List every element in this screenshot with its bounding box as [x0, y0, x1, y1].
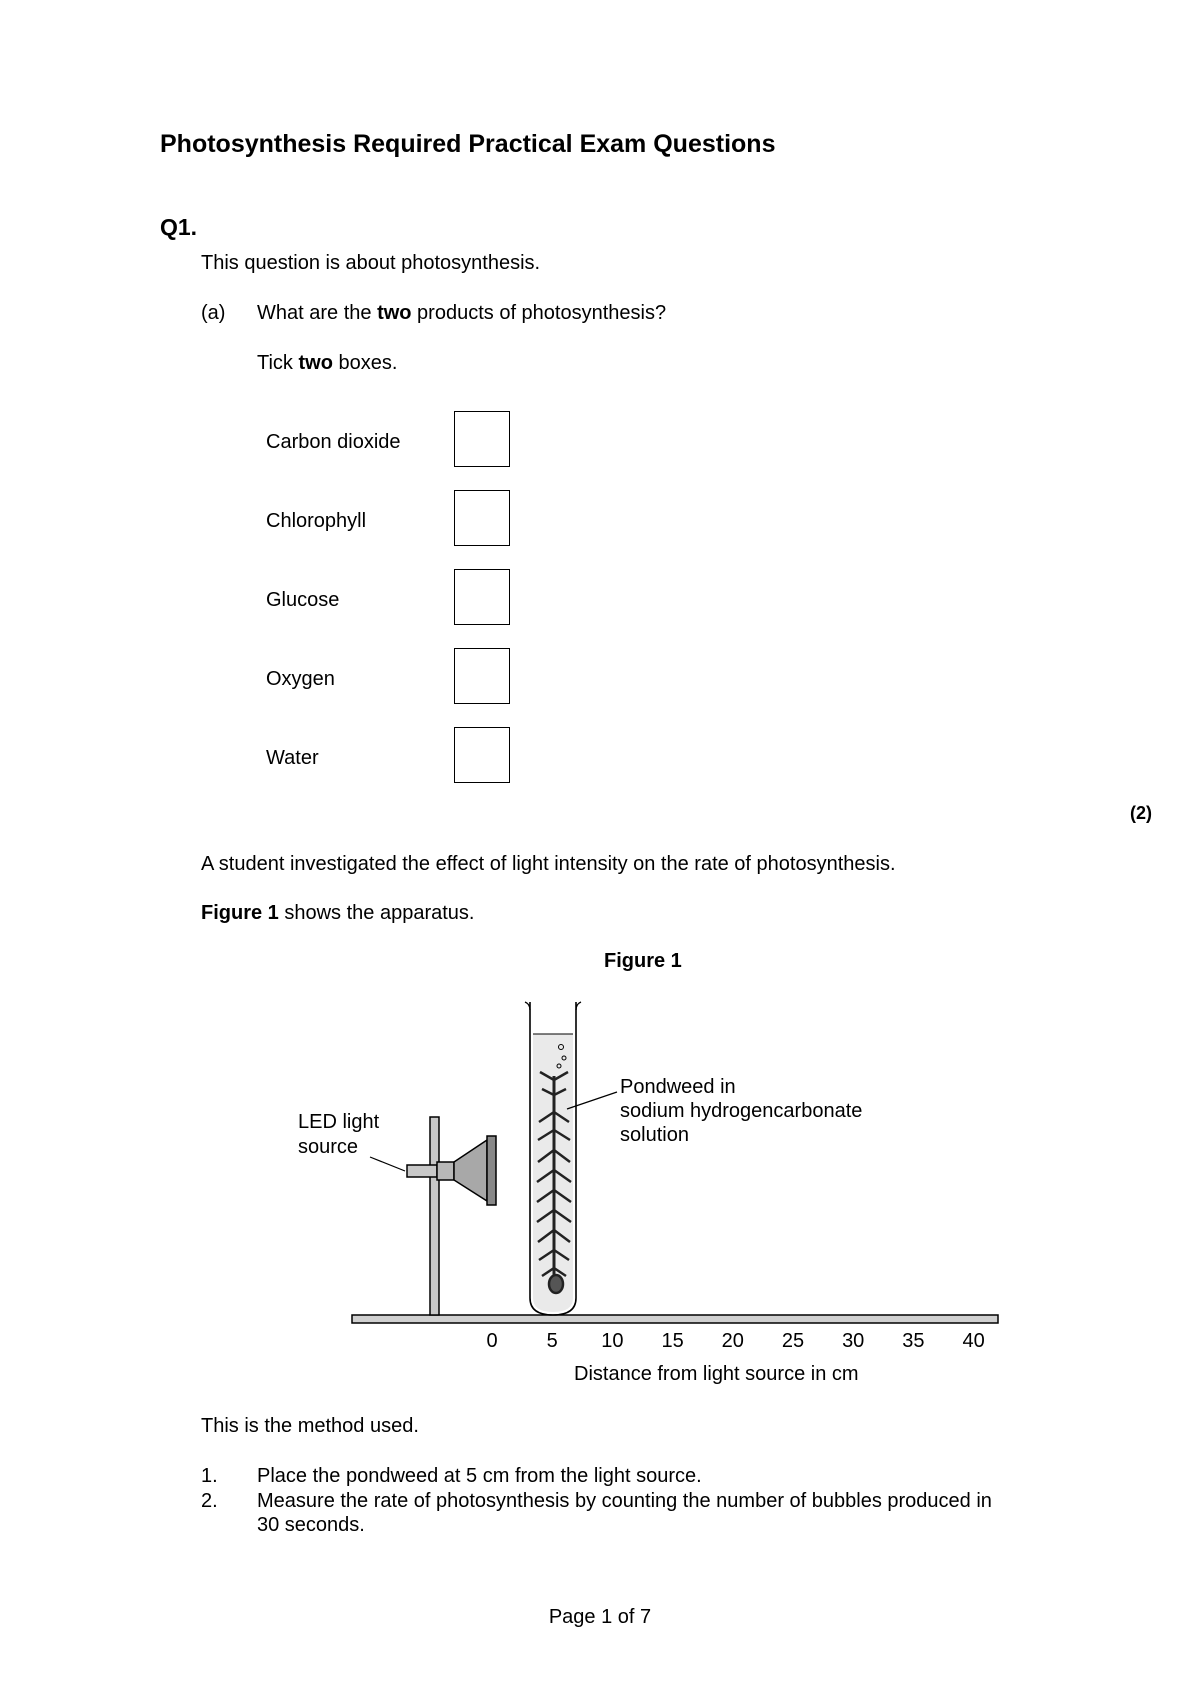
question-intro: This question is about photosynthesis.: [201, 252, 541, 274]
method-step-1: 1. Place the pondweed at 5 cm from the light source.: [201, 1465, 702, 1487]
tick-instruction: Tick two boxes.: [257, 352, 398, 374]
part-a-prompt: What are the two products of photosynthesis?: [257, 302, 667, 324]
axis-tick-labels: [486, 1330, 984, 1352]
axis-tick-label: 35: [902, 1330, 925, 1352]
lamp-neck: [437, 1162, 454, 1180]
page-footer: Page 1 of 7: [548, 1606, 652, 1628]
marks-indicator: (2): [1130, 803, 1152, 823]
bench-ruler: [352, 1315, 998, 1323]
option-label-carbon-dioxide: Carbon dioxide: [266, 431, 401, 453]
option-label-water: Water: [266, 747, 319, 769]
question-number: Q1.: [160, 214, 198, 240]
lamp-cone: [454, 1140, 487, 1201]
axis-tick-label: 25: [781, 1330, 805, 1352]
pondweed-label-line1: Pondweed in: [620, 1076, 736, 1098]
axis-tick-label: 20: [721, 1330, 744, 1352]
page-title: Photosynthesis Required Practical Exam Questions: [160, 130, 776, 158]
pondweed-label-line2: sodium hydrogencarbonate: [620, 1100, 863, 1122]
axis-tick-label: 40: [962, 1330, 985, 1352]
method-step-2: 2. Measure the rate of photosynthesis by counting the number of bubbles produced in: [201, 1490, 992, 1512]
pondweed-label-line3: solution: [620, 1124, 689, 1146]
led-label-leader: [370, 1157, 405, 1171]
option-label-chlorophyll: Chlorophyll: [266, 510, 367, 532]
stand-pole: [430, 1117, 439, 1315]
part-a-label: (a): [201, 302, 226, 324]
option-label-glucose: Glucose: [266, 589, 340, 611]
axis-label: Distance from light source in cm: [574, 1363, 859, 1385]
lamp-face: [487, 1136, 496, 1205]
axis-tick-label: 10: [601, 1330, 624, 1352]
figure-reference: Figure 1 shows the apparatus.: [201, 902, 475, 924]
led-label-line2: source: [298, 1136, 359, 1158]
figure-title: Figure 1: [604, 950, 682, 972]
axis-tick-label: 15: [661, 1330, 684, 1352]
investigation-text: A student investigated the effect of light intensity on the rate of photosynthesis.: [201, 853, 896, 875]
axis-tick-label: 5: [546, 1330, 558, 1352]
pondweed-label-leader: [567, 1092, 617, 1109]
led-label-line1: LED light: [298, 1111, 380, 1133]
axis-tick-label: 0: [486, 1330, 498, 1352]
method-intro: This is the method used.: [201, 1415, 419, 1437]
stand-arm: [407, 1165, 437, 1177]
method-step-2-continued: 30 seconds.: [257, 1514, 365, 1536]
axis-tick-label: 30: [842, 1330, 865, 1352]
option-label-oxygen: Oxygen: [266, 668, 335, 690]
